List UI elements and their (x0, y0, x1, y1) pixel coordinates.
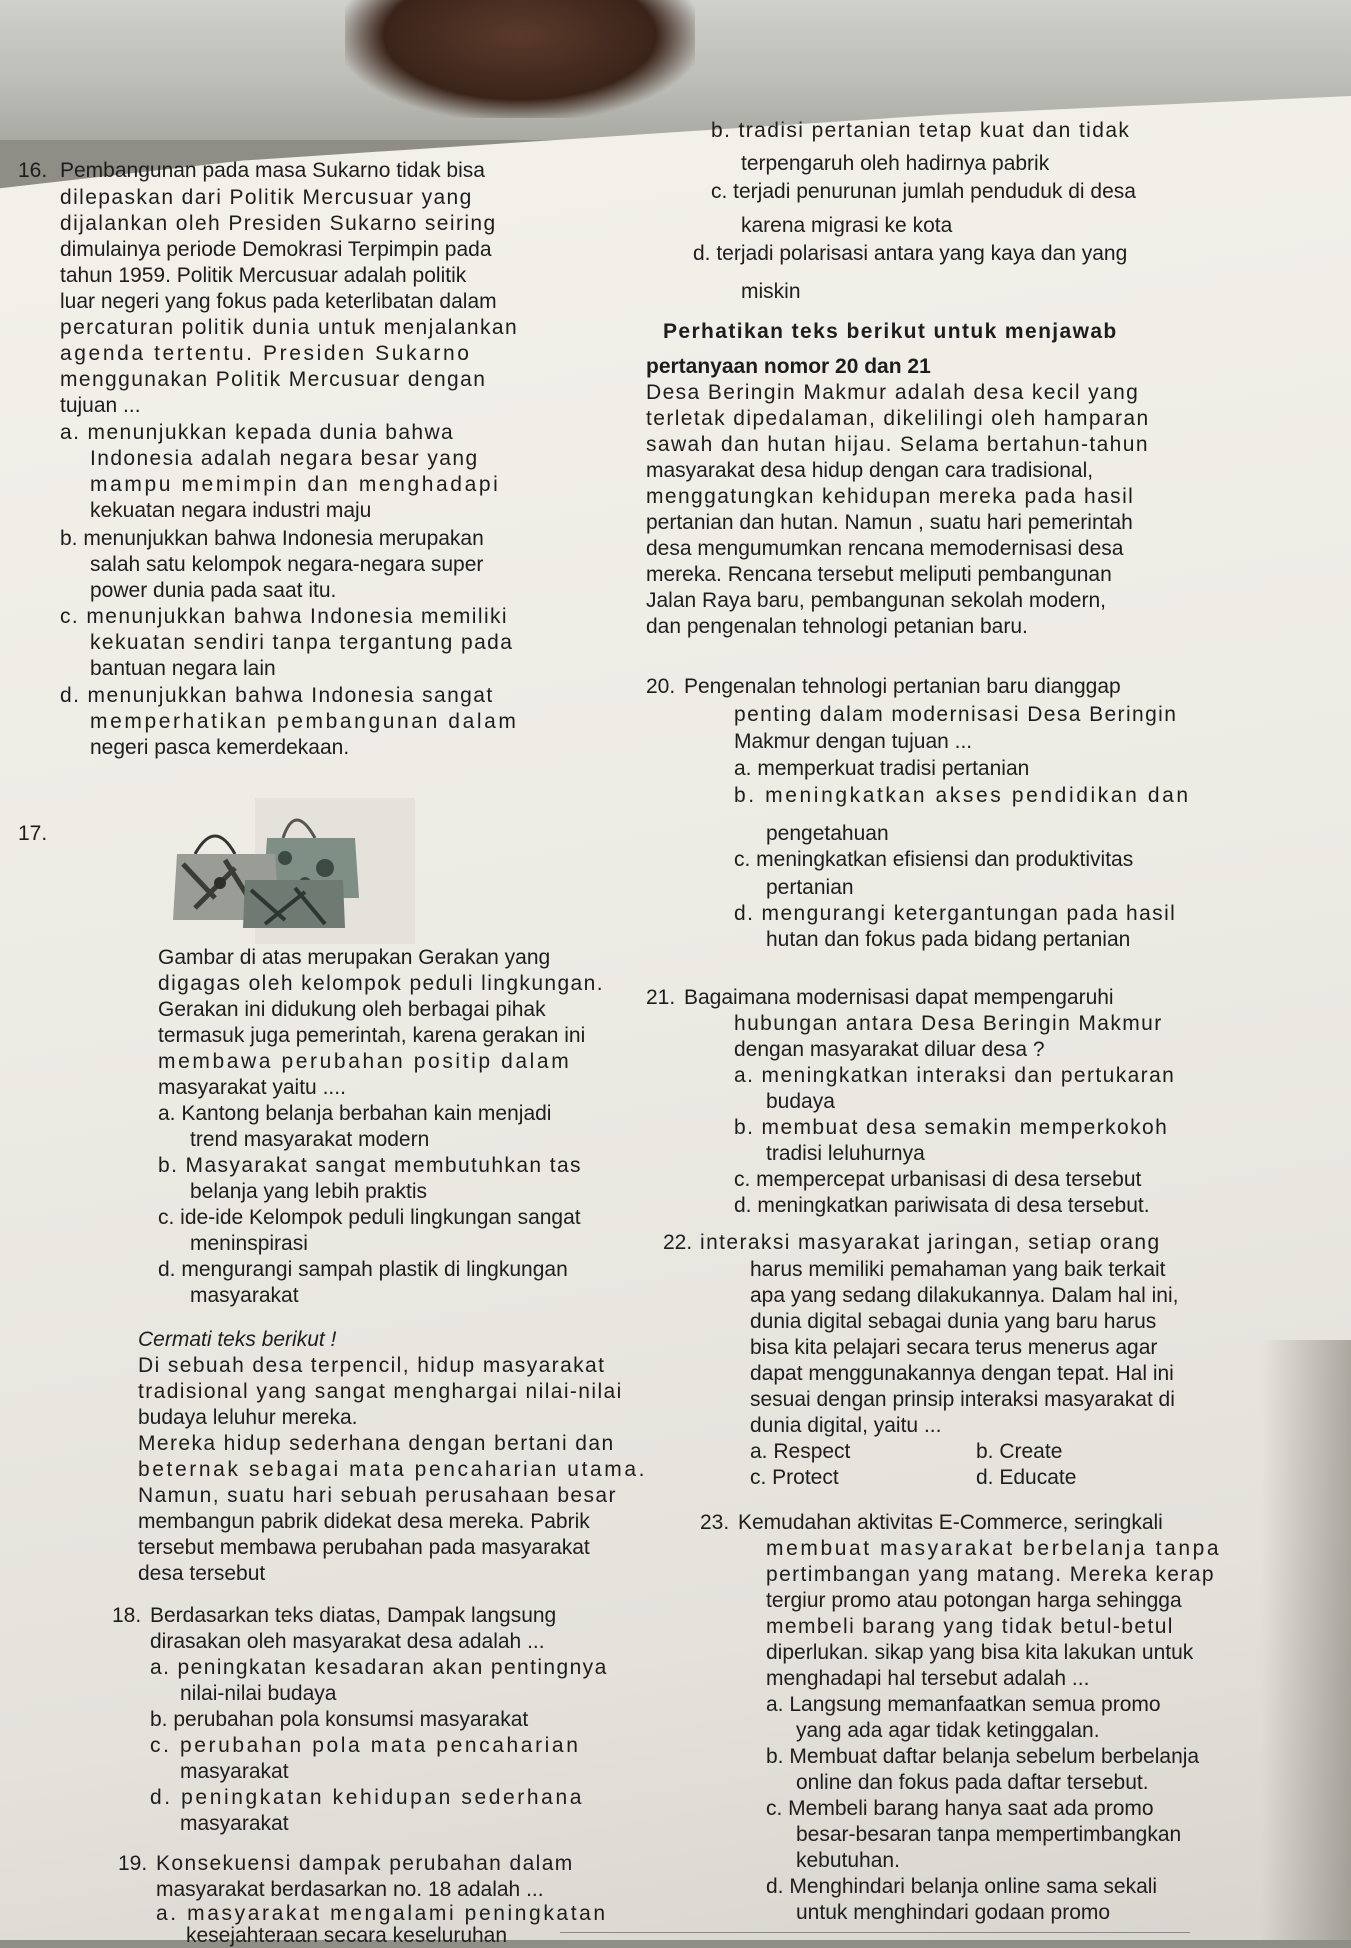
q23-option-d[interactable]: d. Menghindari belanja online sama sekali (766, 1875, 1158, 1898)
q16-option-c[interactable]: c. terjadi penurunan jumlah penduduk di desa (711, 180, 1136, 203)
passage-2-line: Jalan Raya baru, pembangunan sekolah modern, (646, 589, 1106, 612)
bottom-divider (560, 1932, 1190, 1933)
q16-option-d: miskin (741, 280, 801, 303)
passage-1-line: Namun, suatu hari sebuah perusahaan besar (138, 1484, 617, 1507)
question-17-stem: masyarakat yaitu .... (158, 1076, 346, 1099)
q16-option-d[interactable]: d. menunjukkan bahwa Indonesia sangat (60, 684, 494, 707)
q19-option-a[interactable]: a. masyarakat mengalami peningkatan (156, 1902, 608, 1925)
q21-option-b[interactable]: b. membuat desa semakin memperkokoh (734, 1116, 1169, 1139)
q18-option-d: masyarakat (180, 1812, 289, 1835)
q17-option-d: masyarakat (190, 1284, 299, 1307)
question-23-stem: tergiur promo atau potongan harga sehingga (766, 1589, 1182, 1612)
q21-option-a: budaya (766, 1090, 835, 1113)
question-22-stem: sesuai dengan prinsip interaksi masyarakat di (750, 1388, 1175, 1411)
question-21-stem: hubungan antara Desa Beringin Makmur (734, 1012, 1163, 1035)
q20-option-b: pengetahuan (766, 822, 889, 845)
q16-option-a: mampu memimpin dan menghadapi (90, 473, 501, 496)
q17-option-c: meninspirasi (190, 1232, 308, 1255)
passage-2-line: mereka. Rencana tersebut meliputi pembangunan (646, 563, 1112, 586)
q23-option-b[interactable]: b. Membuat daftar belanja sebelum berbelanja (766, 1745, 1200, 1768)
q22-option-a[interactable]: a. Respect (750, 1440, 851, 1463)
q16-option-d: negeri pasca kemerdekaan. (90, 736, 350, 759)
question-21-stem: dengan masyarakat diluar desa ? (734, 1038, 1045, 1061)
passage-2-line: menggatungkan kehidupan mereka pada hasil (646, 485, 1135, 508)
passage-1-line: Mereka hidup sederhana dengan bertani dan (138, 1432, 615, 1455)
q18-option-d[interactable]: d. peningkatan kehidupan sederhana (150, 1786, 585, 1809)
q18-option-c[interactable]: c. perubahan pola mata pencaharian (150, 1734, 581, 1757)
passage-1-line: Di sebuah desa terpencil, hidup masyarakat (138, 1354, 606, 1377)
q23-option-a: yang ada agar tidak ketinggalan. (796, 1719, 1100, 1742)
question-17-stem: membawa perubahan positip dalam (158, 1050, 572, 1073)
page-shadow (1261, 1340, 1351, 1940)
question-18-stem: Berdasarkan teks diatas, Dampak langsung (150, 1604, 557, 1627)
q21-option-d[interactable]: d. meningkatkan pariwisata di desa tersebut. (734, 1194, 1150, 1217)
q23-option-b: online dan fokus pada daftar tersebut. (796, 1771, 1149, 1794)
q16-option-b[interactable]: b. menunjukkan bahwa Indonesia merupakan (60, 527, 484, 550)
question-23-stem: diperlukan. sikap yang bisa kita lakukan untuk (766, 1641, 1194, 1664)
q16-option-b: power dunia pada saat itu. (90, 579, 337, 602)
q23-option-c[interactable]: c. Membeli barang hanya saat ada promo (766, 1797, 1154, 1820)
passage-2-line: dan pengenalan tehnologi petanian baru. (646, 615, 1028, 638)
passage-1-title: Cermati teks berikut ! (138, 1328, 337, 1351)
question-16-stem: dilepaskan dari Politik Mercusuar yang (60, 186, 473, 209)
question-20-stem: penting dalam modernisasi Desa Beringin (734, 703, 1178, 726)
question-19-stem: masyarakat berdasarkan no. 18 adalah ... (156, 1878, 544, 1901)
question-22-stem: bisa kita pelajari secara terus menerus agar (750, 1336, 1158, 1359)
q17-option-a[interactable]: a. Kantong belanja berbahan kain menjadi (158, 1102, 552, 1125)
question-16-stem: dijalankan oleh Presiden Sukarno seiring (60, 212, 497, 235)
question-22-stem: dunia digital sebagai dunia yang baru harus (750, 1310, 1157, 1333)
q20-option-d[interactable]: d. mengurangi ketergantungan pada hasil (734, 902, 1177, 925)
q16-option-a: kekuatan negara industri maju (90, 499, 372, 522)
question-19-number: 19. (118, 1852, 148, 1875)
q17-option-c[interactable]: c. ide-ide Kelompok peduli lingkungan sangat (158, 1206, 581, 1229)
q20-option-c[interactable]: c. meningkatkan efisiensi dan produktivitas (734, 848, 1134, 871)
q16-option-a[interactable]: a. menunjukkan kepada dunia bahwa (60, 421, 455, 444)
question-16-number: 16. (18, 159, 48, 182)
q23-option-a[interactable]: a. Langsung memanfaatkan semua promo (766, 1693, 1161, 1716)
q16-option-c[interactable]: c. menunjukkan bahwa Indonesia memiliki (60, 605, 508, 628)
question-23-number: 23. (700, 1511, 730, 1534)
question-18-stem: dirasakan oleh masyarakat desa adalah ... (150, 1630, 545, 1653)
question-18-number: 18. (112, 1604, 142, 1627)
q21-option-b: tradisi leluhurnya (766, 1142, 925, 1165)
question-16-stem: percaturan politik dunia untuk menjalankan (60, 316, 519, 339)
question-16-stem: agenda tertentu. Presiden Sukarno (60, 342, 472, 365)
passage-2-title: Perhatikan teks berikut untuk menjawab (663, 320, 1118, 343)
question-16-stem: menggunakan Politik Mercusuar dengan (60, 368, 487, 391)
question-17-stem: Gambar di atas merupakan Gerakan yang (158, 946, 551, 969)
question-17-number: 17. (18, 822, 48, 845)
question-23-stem: membuat masyarakat berbelanja tanpa (766, 1537, 1222, 1560)
q17-option-b: belanja yang lebih praktis (190, 1180, 427, 1203)
question-22-stem: apa yang sedang dilakukannya. Dalam hal ini, (750, 1284, 1179, 1307)
question-17-stem: termasuk juga pemerintah, karena gerakan ini (158, 1024, 586, 1047)
question-22-stem: interaksi masyarakat jaringan, setiap orang (700, 1231, 1161, 1254)
q18-option-c: masyarakat (180, 1760, 289, 1783)
q20-option-a[interactable]: a. memperkuat tradisi pertanian (734, 757, 1030, 780)
question-21-number: 21. (646, 986, 676, 1009)
question-16-stem: Pembangunan pada masa Sukarno tidak bisa (60, 159, 485, 182)
passage-2-line: pertanian dan hutan. Namun , suatu hari pemerintah (646, 511, 1133, 534)
q22-option-b[interactable]: b. Create (976, 1440, 1063, 1463)
question-22-stem: dapat menggunakannya dengan tepat. Hal ini (750, 1362, 1174, 1385)
question-17-stem: digagas oleh kelompok peduli lingkungan. (158, 972, 604, 995)
question-23-stem: membeli barang yang tidak betul-betul (766, 1615, 1174, 1638)
question-21-stem: Bagaimana modernisasi dapat mempengaruhi (684, 986, 1114, 1009)
question-20-stem: Makmur dengan tujuan ... (734, 730, 973, 753)
q19-option-a: kesejahteraan secara keseluruhan (186, 1924, 508, 1947)
q16-option-b: salah satu kelompok negara-negara super (90, 553, 484, 576)
q16-option-c: kekuatan sendiri tanpa tergantung pada (90, 631, 514, 654)
passage-1-line: beternak sebagai mata pencaharian utama. (138, 1458, 648, 1481)
question-16-stem: luar negeri yang fokus pada keterlibatan dalam (60, 290, 497, 313)
passage-1-line: tradisional yang sangat menghargai nilai-nilai (138, 1380, 623, 1403)
passage-2-line: masyarakat desa hidup dengan cara tradisional, (646, 459, 1094, 482)
passage-2-line: Desa Beringin Makmur adalah desa kecil yang (646, 381, 1140, 404)
question-22-stem: harus memiliki pemahaman yang baik terkait (750, 1258, 1166, 1281)
q16-option-c: bantuan negara lain (90, 657, 276, 680)
question-22-number: 22. (663, 1231, 693, 1254)
q17-option-d[interactable]: d. mengurangi sampah plastik di lingkungan (158, 1258, 568, 1281)
q16-option-c: karena migrasi ke kota (741, 214, 953, 237)
q16-option-d[interactable]: d. terjadi polarisasi antara yang kaya dan yang (693, 242, 1128, 265)
q22-option-d[interactable]: d. Educate (976, 1466, 1077, 1489)
question-17-stem: Gerakan ini didukung oleh berbagai pihak (158, 998, 546, 1021)
question-23-stem: Kemudahan aktivitas E-Commerce, seringkali (738, 1511, 1163, 1534)
q23-option-c: besar-besaran tanpa mempertimbangkan (796, 1823, 1182, 1846)
question-20-number: 20. (646, 675, 676, 698)
q18-option-a: nilai-nilai budaya (180, 1682, 337, 1705)
passage-1-line: membangun pabrik didekat desa mereka. Pabrik (138, 1510, 590, 1533)
q23-option-d: untuk menghindari godaan promo (796, 1901, 1111, 1924)
passage-1-line: budaya leluhur mereka. (138, 1406, 358, 1429)
q16-option-b[interactable]: b. tradisi pertanian tetap kuat dan tidak (711, 119, 1131, 142)
question-22-stem: dunia digital, yaitu ... (750, 1414, 942, 1437)
q16-option-b: terpengaruh oleh hadirnya pabrik (741, 152, 1050, 175)
q17-option-b[interactable]: b. Masyarakat sangat membutuhkan tas (158, 1154, 582, 1177)
question-20-stem: Pengenalan tehnologi pertanian baru dianggap (684, 675, 1121, 698)
q20-option-b[interactable]: b. meningkatkan akses pendidikan dan (734, 784, 1191, 807)
question-19-stem: Konsekuensi dampak perubahan dalam (156, 1852, 574, 1875)
q22-option-c[interactable]: c. Protect (750, 1466, 839, 1489)
q18-option-b[interactable]: b. perubahan pola konsumsi masyarakat (150, 1708, 529, 1731)
passage-2-line: sawah dan hutan hijau. Selama bertahun-tahun (646, 433, 1149, 456)
question-16-stem: tujuan ... (60, 394, 141, 417)
passage-2-subtitle: pertanyaan nomor 20 dan 21 (646, 355, 931, 378)
hand-shadow (345, 0, 695, 118)
q16-option-d: memperhatikan pembangunan dalam (90, 710, 519, 733)
passage-2-line: terletak dipedalaman, dikelilingi oleh hamparan (646, 407, 1150, 430)
q17-option-a: trend masyarakat modern (190, 1128, 430, 1151)
question-16-stem: tahun 1959. Politik Mercusuar adalah politik (60, 264, 467, 287)
q20-option-d: hutan dan fokus pada bidang pertanian (766, 928, 1131, 951)
question-16-stem: dimulainya periode Demokrasi Terpimpin pada (60, 238, 492, 261)
reusable-bags-image (155, 798, 425, 944)
q18-option-a[interactable]: a. peningkatan kesadaran akan pentingnya (150, 1656, 608, 1679)
q21-option-a[interactable]: a. meningkatkan interaksi dan pertukaran (734, 1064, 1176, 1087)
passage-2-line: desa mengumumkan rencana memodernisasi desa (646, 537, 1124, 560)
question-23-stem: pertimbangan yang matang. Mereka kerap (766, 1563, 1215, 1586)
question-23-stem: menghadapi hal tersebut adalah ... (766, 1667, 1090, 1690)
passage-1-line: desa tersebut (138, 1562, 266, 1585)
q23-option-c: kebutuhan. (796, 1849, 900, 1872)
q16-option-a: Indonesia adalah negara besar yang (90, 447, 479, 470)
passage-1-line: tersebut membawa perubahan pada masyarakat (138, 1536, 590, 1559)
q21-option-c[interactable]: c. mempercepat urbanisasi di desa tersebut (734, 1168, 1142, 1191)
q20-option-c: pertanian (766, 876, 854, 899)
